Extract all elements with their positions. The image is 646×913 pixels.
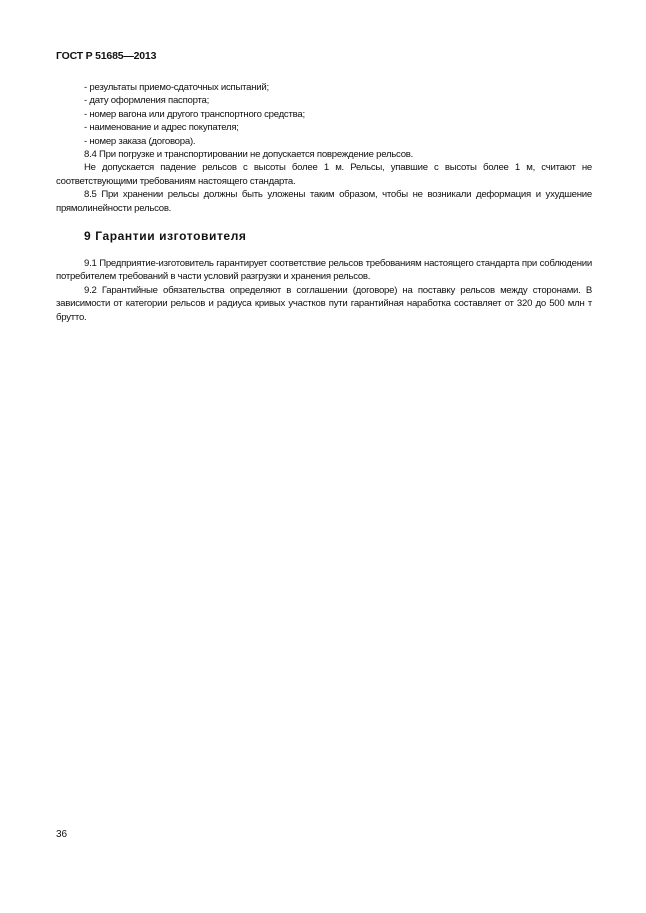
section-9-content (56, 257, 592, 324)
document-header: ГОСТ Р 51685—2013 (56, 50, 157, 62)
paragraph-9-1: 9.1 Предприятие-изготовитель гарантирует соответствие рельсов требованиям настоящего стандарта при соблюдении потребителем требований в части условий разгрузки и хранения рельсов. (56, 258, 592, 283)
list-item: - дату оформления паспорта; (84, 95, 210, 107)
section-8-content (56, 81, 592, 215)
list-item: - наименование и адрес покупателя; (84, 122, 239, 134)
paragraph-8-4-cont: Не допускается падение рельсов с высоты более 1 м. Рельсы, упавшие с высоты более 1 м, считают не соответствующими требованиям настоящего стандарта. (56, 162, 592, 187)
paragraph-8-4: 8.4 При погрузке и транспортировании не допускается повреждение рельсов. (84, 149, 414, 161)
paragraph-9-2: 9.2 Гарантийные обязательства определяют в соглашении (договоре) на поставку рельсов между сторонами. В зависимости от категории рельсов и радиуса кривых участков пути гарантийная наработка составляет от 320 до 500 млн т брутто. (56, 284, 592, 323)
page-number: 36 (56, 829, 68, 840)
paragraph-8-5: 8.5 При хранении рельсы должны быть уложены таким образом, чтобы не возникали деформация и ухудшение прямолинейности рельсов. (56, 189, 592, 214)
list-item: - результаты приемо-сдаточных испытаний; (84, 82, 269, 93)
section-title: 9 Гарантии изготовителя (84, 229, 247, 243)
list-item: - номер заказа (договора). (84, 135, 196, 147)
list-item: - номер вагона или другого транспортного средства; (84, 108, 305, 120)
